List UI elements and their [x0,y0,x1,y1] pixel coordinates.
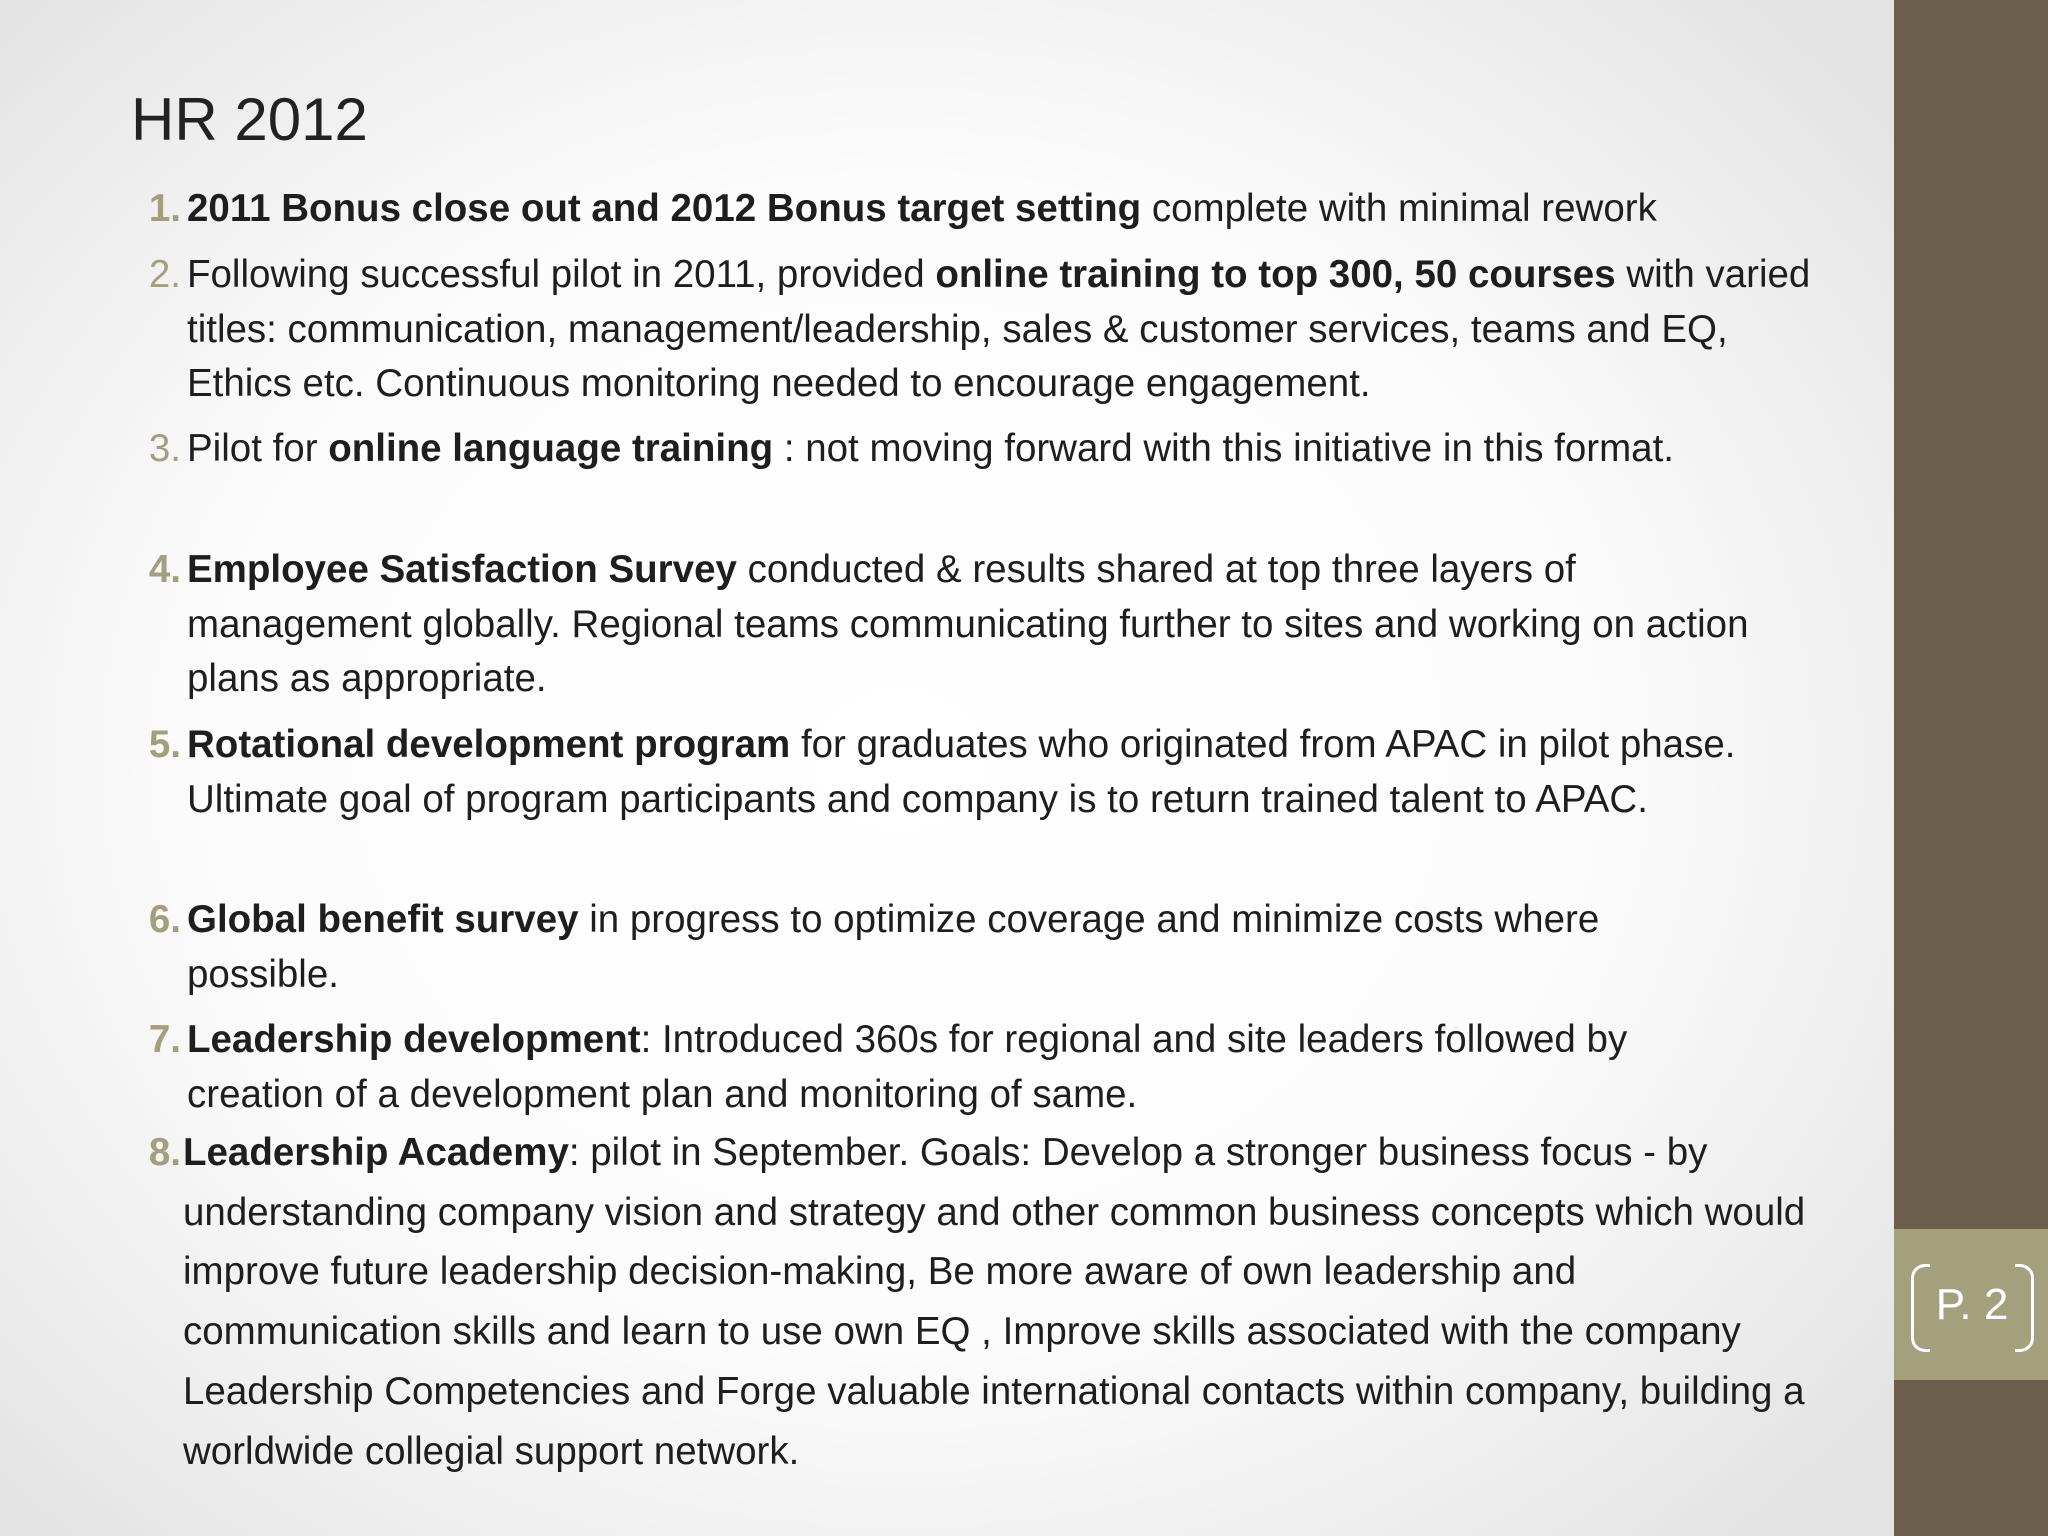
list-item-7 [148,1013,1747,1122]
item-number: 3. [148,427,181,470]
list-item-5 [148,718,1827,827]
item-bold-text: online language training [328,427,774,470]
item-bold-text: online training to top 300, 50 courses [935,253,1616,296]
item-body-text: complete with minimal rework [1141,187,1657,230]
page-bracket-left [1911,1264,1930,1352]
item-number: 8. [148,1131,181,1174]
list-item-1 [148,182,1827,237]
item-body-text: conducted & results shared at top three layers of management globally. Regional teams communicating further to sites and working on action plans as appropriate. [187,548,1749,700]
item-body-text: in progress to optimize coverage and minimize costs where possible. [187,898,1600,996]
item-body-text: : not moving forward with this initiative in this format. [773,427,1674,470]
item-body-text: : Introduced 360s for regional and site leaders followed by creation of a development plan and monitoring of same. [187,1018,1628,1116]
item-number: 4. [148,548,181,591]
item-bold-text: Employee Satisfaction Survey [187,548,737,591]
item-body-text: for graduates who originated from APAC in pilot phase. Ultimate goal of program participants and company is to return trained talent to APAC. [187,723,1736,821]
slide-title: HR 2012 [131,86,368,153]
list-item-8 [148,1123,1813,1481]
page-bracket-right [2015,1264,2034,1352]
page-number: P. 2 [1935,1280,2009,1329]
item-bold-text: Rotational development program [187,723,791,766]
list-item-6 [148,893,1747,1002]
list-item-4 [148,543,1797,707]
item-body-text: : pilot in September. Goals: Develop a stronger business focus - by understanding company vision and strategy and other common business concepts which would improve future leadership decision-making, Be more aware of own leadership and communication skills and learn to use own EQ , Improve skills associated with the company Leadership Competencies and Forge valuable international contacts within company, building a worldwide collegial support network. [183,1131,1806,1473]
item-pre-text: Pilot for [187,427,329,470]
item-pre-text: Following successful pilot in 2011, provided [187,253,936,296]
item-number: 7. [148,1018,181,1061]
item-number: 5. [148,723,181,766]
list-item-3 [148,422,1707,477]
item-number: 6. [148,898,181,941]
item-bold-text: Leadership development [187,1018,641,1061]
item-bold-text: Leadership Academy [183,1131,569,1174]
item-number: 1. [148,187,181,230]
list-item-2 [148,248,1827,412]
item-body-text: with varied titles: communication, management/leadership, sales & customer services, teams and EQ, Ethics etc. Continuous monitoring needed to encourage engagement. [187,253,1811,405]
item-number: 2. [148,253,181,296]
item-bold-text: Global benefit survey [187,898,579,941]
item-bold-text: 2011 Bonus close out and 2012 Bonus target setting [187,187,1142,230]
